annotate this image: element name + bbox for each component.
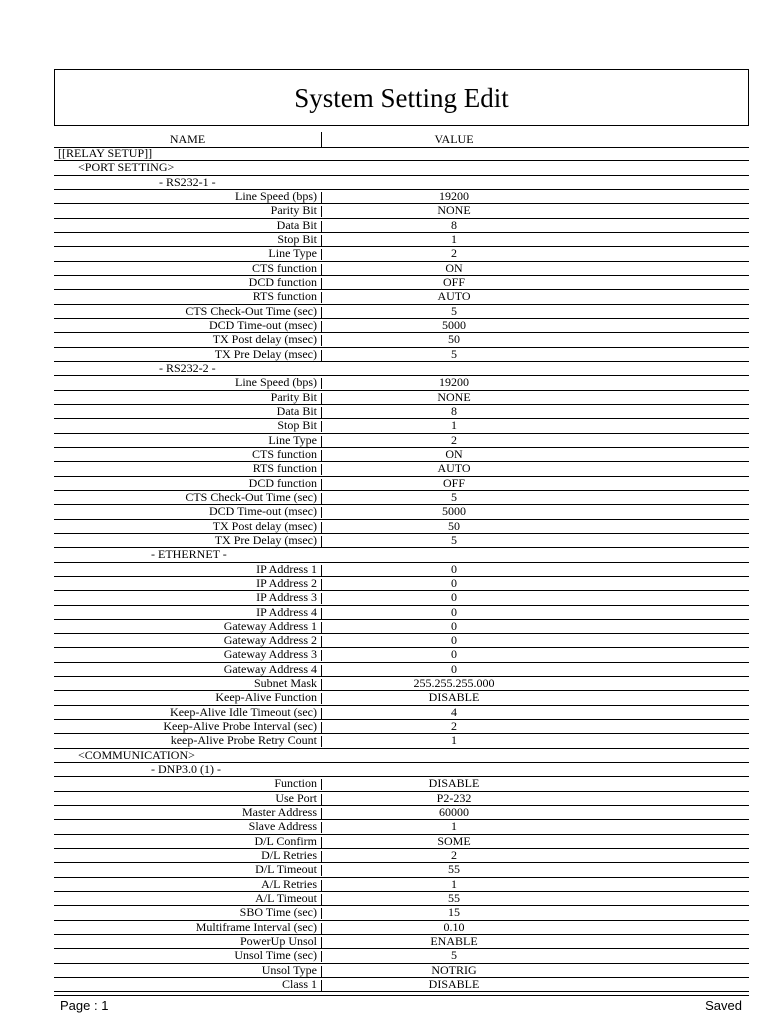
section-heading: - RS232-2 - <box>159 360 216 375</box>
setting-name: IP Address 4 <box>256 604 317 619</box>
setting-value[interactable]: 1 <box>451 876 457 891</box>
setting-row <box>54 219 749 233</box>
setting-value[interactable]: 255.255.255.000 <box>413 676 495 691</box>
column-divider <box>321 665 322 676</box>
setting-name: TX Pre Delay (msec) <box>214 346 317 361</box>
setting-name: Keep-Alive Function <box>215 690 317 705</box>
setting-row <box>54 577 749 591</box>
column-divider <box>321 235 322 246</box>
setting-row <box>54 906 749 920</box>
setting-value[interactable]: 0 <box>451 575 457 590</box>
setting-value[interactable]: 2 <box>451 848 457 863</box>
section-heading: - RS232-1 - <box>159 174 216 189</box>
section-header-row <box>54 176 749 190</box>
column-divider <box>321 464 322 475</box>
setting-name: Function <box>274 776 317 791</box>
setting-value[interactable]: 1 <box>451 231 457 246</box>
column-divider <box>321 249 322 260</box>
setting-name: Line Type <box>268 432 317 447</box>
setting-name: Use Port <box>275 790 317 805</box>
setting-name: D/L Timeout <box>255 862 317 877</box>
setting-row <box>54 462 749 476</box>
setting-row <box>54 319 749 333</box>
setting-value[interactable]: 8 <box>451 217 457 232</box>
setting-row <box>54 734 749 748</box>
column-divider <box>321 522 322 533</box>
setting-value[interactable]: 5 <box>451 346 457 361</box>
setting-name: keep-Alive Probe Retry Count <box>170 733 317 748</box>
column-divider <box>321 593 322 604</box>
setting-row <box>54 634 749 648</box>
setting-value[interactable]: 8 <box>451 403 457 418</box>
setting-name: Stop Bit <box>277 231 317 246</box>
column-divider <box>321 636 322 647</box>
section-header-row <box>54 548 749 562</box>
setting-name: D/L Confirm <box>254 833 317 848</box>
setting-row <box>54 835 749 849</box>
setting-row <box>54 892 749 906</box>
setting-value[interactable]: 15 <box>448 905 460 920</box>
setting-value[interactable]: 50 <box>448 332 460 347</box>
section-header-row <box>54 161 749 175</box>
setting-name: Parity Bit <box>270 203 317 218</box>
setting-row <box>54 190 749 204</box>
column-divider <box>321 851 322 862</box>
setting-value[interactable]: AUTO <box>437 289 471 304</box>
setting-name: CTS Check-Out Time (sec) <box>185 489 317 504</box>
setting-row <box>54 921 749 935</box>
setting-row <box>54 419 749 433</box>
setting-row <box>54 706 749 720</box>
setting-name: CTS Check-Out Time (sec) <box>185 303 317 318</box>
setting-name: SBO Time (sec) <box>239 905 317 920</box>
setting-row <box>54 376 749 390</box>
setting-value[interactable]: 2 <box>451 246 457 261</box>
column-divider <box>321 722 322 733</box>
column-divider <box>321 937 322 948</box>
setting-name: Data Bit <box>276 403 317 418</box>
name-column-header: NAME <box>169 132 206 146</box>
setting-name: Gateway Address 2 <box>223 633 317 648</box>
setting-value[interactable]: 5 <box>451 489 457 504</box>
column-divider <box>321 865 322 876</box>
setting-name: Line Type <box>268 246 317 261</box>
setting-name: TX Post delay (msec) <box>212 518 317 533</box>
setting-row <box>54 204 749 218</box>
setting-value[interactable]: 0 <box>451 647 457 662</box>
setting-row <box>54 290 749 304</box>
column-divider <box>321 335 322 346</box>
setting-name: DCD function <box>248 274 317 289</box>
section-header-row <box>54 749 749 763</box>
section-header-row <box>54 147 749 161</box>
setting-row <box>54 620 749 634</box>
setting-row <box>54 405 749 419</box>
setting-row <box>54 677 749 691</box>
setting-name: Parity Bit <box>270 389 317 404</box>
column-divider <box>321 132 322 147</box>
column-divider <box>321 693 322 704</box>
setting-row <box>54 648 749 662</box>
column-divider <box>321 292 322 303</box>
setting-name: A/L Retries <box>261 876 317 891</box>
setting-row <box>54 806 749 820</box>
column-header <box>54 131 749 148</box>
setting-row <box>54 305 749 319</box>
column-divider <box>321 278 322 289</box>
setting-name: RTS function <box>252 461 317 476</box>
title-box <box>54 69 749 126</box>
setting-row <box>54 792 749 806</box>
page-title: System Setting Edit <box>294 83 509 113</box>
setting-row <box>54 391 749 405</box>
column-divider <box>321 221 322 232</box>
section-heading: - ETHERNET - <box>151 547 227 562</box>
setting-value[interactable]: DISABLE <box>428 977 480 992</box>
column-divider <box>321 736 322 747</box>
setting-value[interactable]: ON <box>445 260 463 275</box>
setting-row <box>54 978 749 992</box>
setting-value[interactable]: 19200 <box>439 375 469 390</box>
setting-row <box>54 520 749 534</box>
column-divider <box>321 407 322 418</box>
value-column-header: VALUE <box>434 132 474 146</box>
setting-value[interactable]: ON <box>445 446 463 461</box>
column-divider <box>321 894 322 905</box>
column-divider <box>321 980 322 991</box>
column-divider <box>321 307 322 318</box>
setting-row <box>54 949 749 963</box>
setting-name: Gateway Address 4 <box>223 661 317 676</box>
setting-row <box>54 691 749 705</box>
setting-name: IP Address 2 <box>256 575 317 590</box>
setting-value[interactable]: 2 <box>451 719 457 734</box>
column-divider <box>321 923 322 934</box>
column-divider <box>321 579 322 590</box>
save-status: Saved <box>705 998 742 1013</box>
column-divider <box>321 565 322 576</box>
setting-name: RTS function <box>252 289 317 304</box>
setting-name: Keep-Alive Idle Timeout (sec) <box>170 704 317 719</box>
column-divider <box>321 450 322 461</box>
column-divider <box>321 507 322 518</box>
setting-name: A/L Timeout <box>255 891 317 906</box>
column-divider <box>321 536 322 547</box>
setting-name: Subnet Mask <box>254 676 317 691</box>
column-divider <box>321 794 322 805</box>
column-divider <box>321 650 322 661</box>
setting-row <box>54 434 749 448</box>
page-number: Page : 1 <box>60 998 109 1013</box>
setting-value[interactable]: 1 <box>451 733 457 748</box>
setting-row <box>54 276 749 290</box>
setting-value[interactable]: 4 <box>451 704 457 719</box>
setting-value[interactable]: 55 <box>448 862 460 877</box>
section-heading: - DNP3.0 (1) - <box>151 762 221 777</box>
column-divider <box>321 708 322 719</box>
setting-value[interactable]: 0 <box>451 561 457 576</box>
setting-value[interactable]: NONE <box>437 389 471 404</box>
setting-name: TX Pre Delay (msec) <box>214 532 317 547</box>
setting-name: Unsol Type <box>261 962 317 977</box>
column-divider <box>321 966 322 977</box>
setting-value[interactable]: P2-232 <box>436 790 472 805</box>
setting-value[interactable]: 0.10 <box>443 919 465 934</box>
column-divider <box>321 622 322 633</box>
setting-name: DCD function <box>248 475 317 490</box>
setting-name: D/L Retries <box>261 848 317 863</box>
column-divider <box>321 436 322 447</box>
section-heading: <COMMUNICATION> <box>78 747 195 762</box>
setting-name: Line Speed (bps) <box>235 375 317 390</box>
setting-value[interactable]: SOME <box>437 833 471 848</box>
column-divider <box>321 206 322 217</box>
setting-row <box>54 591 749 605</box>
section-header-row <box>54 763 749 777</box>
column-divider <box>321 393 322 404</box>
setting-value[interactable]: 1 <box>451 418 457 433</box>
setting-row <box>54 663 749 677</box>
setting-row <box>54 964 749 978</box>
section-header-row <box>54 362 749 376</box>
setting-row <box>54 477 749 491</box>
settings-table <box>54 147 749 992</box>
column-divider <box>321 350 322 361</box>
setting-value[interactable]: AUTO <box>437 461 471 476</box>
section-heading: [[RELAY SETUP]] <box>58 146 153 160</box>
column-divider <box>321 608 322 619</box>
setting-name: PowerUp Unsol <box>240 934 317 949</box>
setting-name: Data Bit <box>276 217 317 232</box>
setting-value[interactable]: 55 <box>448 891 460 906</box>
setting-row <box>54 563 749 577</box>
setting-row <box>54 348 749 362</box>
setting-name: Slave Address <box>248 819 317 834</box>
setting-name: Gateway Address 1 <box>223 618 317 633</box>
footer-divider <box>54 995 749 996</box>
setting-row <box>54 777 749 791</box>
column-divider <box>321 837 322 848</box>
setting-row <box>54 491 749 505</box>
setting-value[interactable]: NOTRIG <box>431 962 477 977</box>
setting-name: IP Address 1 <box>256 561 317 576</box>
setting-name: IP Address 3 <box>256 590 317 605</box>
setting-row <box>54 262 749 276</box>
setting-name: Keep-Alive Probe Interval (sec) <box>163 719 317 734</box>
column-divider <box>321 493 322 504</box>
setting-row <box>54 849 749 863</box>
setting-value[interactable]: 5000 <box>442 317 466 332</box>
column-divider <box>321 880 322 891</box>
setting-row <box>54 720 749 734</box>
column-divider <box>321 321 322 332</box>
setting-value[interactable]: OFF <box>442 274 465 289</box>
setting-value[interactable]: 19200 <box>439 188 469 203</box>
setting-value[interactable]: 5000 <box>442 504 466 519</box>
setting-value[interactable]: 60000 <box>439 805 469 820</box>
setting-row <box>54 247 749 261</box>
setting-name: Stop Bit <box>277 418 317 433</box>
setting-name: Class 1 <box>281 977 317 992</box>
setting-name: Unsol Time (sec) <box>234 948 317 963</box>
column-divider <box>321 808 322 819</box>
column-divider <box>321 192 322 203</box>
setting-value[interactable]: 0 <box>451 618 457 633</box>
column-divider <box>321 679 322 690</box>
setting-name: Master Address <box>242 805 317 820</box>
setting-name: DCD Time-out (msec) <box>209 317 317 332</box>
setting-name: TX Post delay (msec) <box>212 332 317 347</box>
column-divider <box>321 822 322 833</box>
setting-value[interactable]: ENABLE <box>430 934 478 949</box>
setting-value[interactable]: 2 <box>451 432 457 447</box>
setting-row <box>54 233 749 247</box>
setting-row <box>54 935 749 949</box>
column-divider <box>321 908 322 919</box>
setting-row <box>54 505 749 519</box>
column-divider <box>321 421 322 432</box>
setting-value[interactable]: 5 <box>451 303 457 318</box>
setting-name: CTS function <box>252 446 317 461</box>
setting-value[interactable]: 5 <box>451 532 457 547</box>
setting-row <box>54 448 749 462</box>
setting-row <box>54 333 749 347</box>
setting-row <box>54 534 749 548</box>
setting-value[interactable]: DISABLE <box>428 776 480 791</box>
setting-name: Line Speed (bps) <box>235 188 317 203</box>
setting-value[interactable]: 0 <box>451 590 457 605</box>
column-divider <box>321 951 322 962</box>
setting-value[interactable]: 5 <box>451 948 457 963</box>
setting-value[interactable]: NONE <box>437 203 471 218</box>
setting-value[interactable]: 0 <box>451 633 457 648</box>
setting-name: Gateway Address 3 <box>223 647 317 662</box>
setting-value[interactable]: 50 <box>448 518 460 533</box>
setting-row <box>54 820 749 834</box>
column-divider <box>321 479 322 490</box>
setting-value[interactable]: 1 <box>451 819 457 834</box>
section-heading: <PORT SETTING> <box>78 160 175 175</box>
setting-row <box>54 863 749 877</box>
setting-value[interactable]: DISABLE <box>428 690 480 705</box>
setting-value[interactable]: OFF <box>442 475 465 490</box>
column-divider <box>321 264 322 275</box>
column-divider <box>321 779 322 790</box>
column-divider <box>321 378 322 389</box>
setting-value[interactable]: 0 <box>451 604 457 619</box>
setting-row <box>54 878 749 892</box>
setting-row <box>54 606 749 620</box>
setting-name: DCD Time-out (msec) <box>209 504 317 519</box>
setting-name: Multiframe Interval (sec) <box>195 919 317 934</box>
setting-value[interactable]: 0 <box>451 661 457 676</box>
setting-name: CTS function <box>252 260 317 275</box>
